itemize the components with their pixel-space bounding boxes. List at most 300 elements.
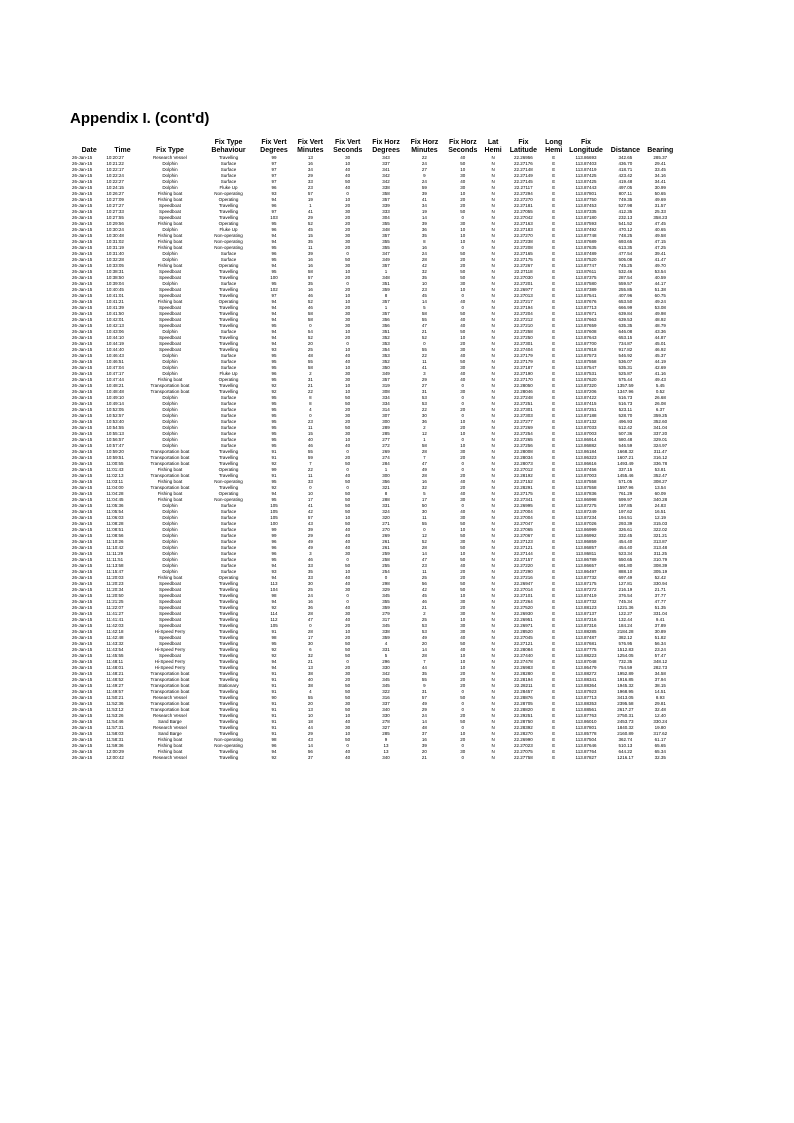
table-cell: 113.87700: [575, 341, 597, 346]
table-cell: 345: [382, 677, 390, 682]
table-cell: 91: [271, 689, 277, 694]
table-cell: 693.65: [618, 239, 633, 244]
table-cell: E: [552, 155, 556, 160]
table-cell: 20: [345, 335, 351, 340]
table-cell: N: [491, 221, 495, 226]
table-cell: 22.26990: [514, 737, 533, 742]
table-cell: 95: [271, 641, 277, 646]
table-cell: E: [552, 329, 556, 334]
table-cell: 270: [382, 527, 390, 532]
table-cell: E: [552, 305, 556, 310]
table-cell: 10:42:13: [106, 323, 124, 328]
table-cell: 49.24: [654, 299, 666, 304]
table-cell: 93: [271, 347, 277, 352]
table-cell: E: [552, 209, 556, 214]
table-cell: 11:08:51: [106, 527, 124, 532]
table-cell: 10:59:51: [106, 455, 124, 460]
table-cell: 24: [421, 161, 427, 166]
table-cell: 357: [382, 311, 390, 316]
table-cell: Surface: [220, 569, 237, 574]
table-cell: 22.27179: [514, 359, 533, 364]
table-cell: 113.87713: [575, 695, 597, 700]
table-cell: 10: [460, 239, 466, 244]
table-cell: Fishing boat: [157, 197, 183, 202]
table-cell: 96: [271, 203, 277, 208]
table-cell: 351: [382, 329, 390, 334]
table-cell: E: [552, 323, 556, 328]
table-cell: 666.99: [618, 305, 633, 310]
table-cell: 22.26947: [514, 581, 533, 586]
table-cell: N: [491, 473, 495, 478]
table-cell: 17: [307, 635, 313, 640]
table-cell: 30: [460, 185, 466, 190]
table-cell: E: [552, 437, 556, 442]
table-cell: 20: [345, 305, 351, 310]
table-cell: Operating: [218, 263, 239, 268]
table-cell: 10:44:10: [106, 335, 124, 340]
table-cell: 5.45: [655, 383, 665, 388]
table-cell: 1597.96: [617, 485, 634, 490]
table-cell: 21: [421, 755, 427, 760]
table-cell: 10:59:20: [106, 449, 124, 454]
table-cell: 49.70: [654, 263, 666, 268]
table-cell: Surface: [220, 539, 237, 544]
table-cell: 27: [421, 383, 427, 388]
table-cell: N: [491, 611, 495, 616]
table-cell: E: [552, 395, 556, 400]
table-cell: N: [491, 515, 495, 520]
table-cell: 0: [346, 281, 349, 286]
table-cell: 7: [423, 659, 426, 664]
table-cell: 113.87818: [575, 347, 597, 352]
table-cell: 53.54: [654, 269, 666, 274]
table-cell: E: [552, 491, 556, 496]
table-cell: N: [491, 491, 495, 496]
table-cell: 58: [307, 311, 313, 316]
table-cell: 22.27012: [514, 467, 533, 472]
table-cell: 50: [345, 689, 351, 694]
table-cell: 50: [460, 719, 466, 724]
table-cell: 13: [307, 707, 313, 712]
table-cell: 99: [271, 533, 277, 538]
table-cell: 10:52:05: [106, 407, 124, 412]
table-cell: 11:08:28: [106, 521, 124, 526]
table-cell: E: [552, 569, 556, 574]
table-cell: 50: [460, 275, 466, 280]
table-cell: 35: [421, 275, 427, 280]
table-cell: Surface: [220, 509, 237, 514]
table-cell: 3413.05: [617, 695, 634, 700]
table-cell: 20: [345, 635, 351, 640]
data-table: [72, 135, 677, 761]
table-cell: 8.93: [655, 695, 665, 700]
table-cell: 22.26930: [514, 611, 533, 616]
table-cell: N: [491, 509, 495, 514]
table-cell: 50: [345, 503, 351, 508]
table-cell: 113: [270, 581, 278, 586]
table-cell: 356: [382, 323, 390, 328]
table-cell: Travelling: [218, 341, 239, 346]
table-cell: 11: [307, 245, 313, 250]
table-cell: Travelling: [218, 587, 239, 592]
table-cell: E: [552, 413, 556, 418]
table-cell: N: [491, 395, 495, 400]
table-cell: Surface: [220, 431, 237, 436]
table-cell: 22.27152: [514, 479, 533, 484]
table-cell: N: [491, 713, 495, 718]
table-cell: 50: [460, 359, 466, 364]
table-cell: 26-Jan-15: [72, 659, 93, 664]
table-cell: 53.81: [654, 467, 666, 472]
table-cell: 26-Jan-15: [72, 401, 93, 406]
table-cell: 22.26951: [514, 617, 533, 622]
table-cell: 11: [422, 359, 427, 364]
table-cell: 20: [345, 677, 351, 682]
table-cell: Dolphin: [162, 365, 178, 370]
table-cell: 98: [271, 593, 277, 598]
table-cell: 272: [382, 443, 390, 448]
table-cell: 30: [460, 611, 466, 616]
table-cell: 10: [460, 443, 466, 448]
table-cell: 0: [346, 659, 349, 664]
table-cell: Sand Barge: [158, 731, 182, 736]
table-cell: 10:24:15: [106, 185, 124, 190]
table-cell: N: [491, 185, 495, 190]
table-cell: N: [491, 299, 495, 304]
table-cell: N: [491, 209, 495, 214]
table-cell: 95: [271, 353, 277, 358]
table-cell: Travelling: [218, 695, 239, 700]
table-cell: 113.87520: [575, 257, 597, 262]
table-cell: 113.87443: [575, 185, 597, 190]
table-cell: 330: [382, 665, 390, 670]
table-cell: 338: [382, 185, 390, 190]
table-cell: 194.51: [618, 515, 633, 520]
table-cell: 9: [384, 737, 388, 742]
table-cell: 30: [307, 641, 313, 646]
table-cell: 10:44:40: [106, 347, 124, 352]
table-cell: 36: [307, 605, 313, 610]
table-cell: 55: [421, 521, 427, 526]
table-cell: 0: [461, 215, 465, 220]
table-cell: 26-Jan-15: [72, 377, 93, 382]
table-cell: 24: [307, 593, 313, 598]
table-cell: 11:57:31: [106, 725, 124, 730]
table-cell: 97: [271, 173, 277, 178]
table-cell: 26-Jan-15: [72, 263, 93, 268]
table-cell: 42: [307, 509, 313, 514]
table-cell: 26-Jan-15: [72, 527, 93, 532]
table-cell: 113.87676: [575, 299, 597, 304]
table-cell: 55: [421, 677, 427, 682]
table-cell: Surface: [220, 251, 237, 256]
table-cell: 10:41:21: [106, 299, 124, 304]
table-cell: 10: [460, 335, 466, 340]
table-cell: 96: [271, 545, 277, 550]
table-cell: 28: [421, 473, 427, 478]
table-cell: 337.20: [653, 431, 668, 436]
table-cell: 22.26983: [514, 665, 533, 670]
table-cell: Non-operating: [214, 239, 243, 244]
table-cell: 523.34: [618, 551, 633, 556]
table-cell: 113.86323: [575, 455, 597, 460]
table-cell: 0: [461, 293, 465, 298]
table-cell: 39: [307, 251, 313, 256]
table-cell: 20: [460, 341, 466, 346]
column-header: [256, 135, 292, 155]
table-cell: 2750.31: [617, 713, 634, 718]
table-cell: Surface: [220, 359, 237, 364]
table-cell: 29: [307, 533, 313, 538]
table-cell: 11: [307, 473, 313, 478]
table-cell: 11:04:00: [106, 485, 124, 490]
table-cell: N: [491, 731, 495, 736]
table-cell: Fishing boat: [157, 233, 183, 238]
table-cell: N: [491, 647, 495, 652]
table-cell: 23: [307, 419, 313, 424]
table-cell: 359: [382, 287, 390, 292]
table-cell: Travelling: [218, 641, 239, 646]
table-cell: Surface: [220, 179, 237, 184]
table-cell: E: [552, 275, 556, 280]
table-cell: 334: [382, 401, 390, 406]
table-cell: Travelling: [218, 461, 239, 466]
table-cell: 29.41: [654, 161, 666, 166]
table-cell: Dolphin: [162, 545, 178, 550]
table-cell: 10:49:14: [106, 401, 124, 406]
table-cell: 105: [270, 623, 278, 628]
table-cell: N: [491, 455, 495, 460]
table-cell: 95: [271, 395, 277, 400]
table-cell: 807.11: [618, 191, 633, 196]
table-cell: 525.87: [618, 371, 633, 376]
table-cell: 29.81: [654, 701, 666, 706]
column-header-line1: Lat: [487, 139, 499, 146]
table-cell: 49.43: [654, 377, 666, 382]
table-cell: 49.69: [654, 197, 666, 202]
table-cell: 20: [460, 455, 466, 460]
table-cell: 322: [382, 689, 390, 694]
table-cell: Fishing boat: [157, 299, 183, 304]
table-cell: 20: [307, 341, 313, 346]
table-cell: 113.87611: [575, 269, 597, 274]
table-cell: 59: [307, 455, 313, 460]
table-cell: 10:47:44: [106, 377, 124, 382]
table-cell: Fishing boat: [157, 737, 183, 742]
table-cell: N: [491, 275, 495, 280]
table-cell: 734.87: [618, 341, 633, 346]
table-cell: 50: [345, 497, 351, 502]
table-cell: E: [552, 173, 556, 178]
table-cell: 337: [382, 701, 390, 706]
table-cell: 94: [271, 599, 277, 604]
table-cell: 97: [271, 209, 277, 214]
table-cell: 359.25: [653, 413, 668, 418]
table-cell: Speedboat: [159, 317, 181, 322]
table-cell: 94: [271, 341, 277, 346]
table-cell: Dolphin: [162, 353, 178, 358]
table-cell: 329.01: [653, 437, 668, 442]
table-cell: 30: [307, 581, 313, 586]
table-cell: 26-Jan-15: [72, 239, 93, 244]
table-cell: 26-Jan-15: [72, 689, 93, 694]
table-cell: 37: [307, 755, 313, 760]
table-cell: 26-Jan-15: [72, 713, 93, 718]
table-cell: 26-Jan-15: [72, 413, 93, 418]
table-cell: 761.29: [618, 491, 633, 496]
table-cell: 0: [461, 701, 465, 706]
table-cell: 10: [345, 197, 351, 202]
table-cell: Surface: [220, 551, 237, 556]
table-cell: 2: [423, 425, 426, 430]
table-cell: 55: [307, 359, 313, 364]
table-cell: 25: [421, 575, 427, 580]
table-cell: 26-Jan-15: [72, 281, 93, 286]
table-cell: 35: [307, 239, 313, 244]
table-cell: Travelling: [218, 659, 239, 664]
table-cell: 50: [345, 653, 351, 658]
table-cell: E: [552, 689, 556, 694]
table-cell: 58: [421, 443, 427, 448]
table-cell: Travelling: [218, 599, 239, 604]
table-cell: 470.12: [618, 227, 633, 232]
table-cell: 100: [270, 521, 278, 526]
column-header-line2: Minutes: [297, 147, 324, 154]
table-cell: 330: [382, 713, 390, 718]
table-cell: 96: [271, 251, 277, 256]
table-cell: Speedboat: [159, 275, 181, 280]
table-cell: E: [552, 425, 556, 430]
table-cell: 11:54:46: [106, 719, 124, 724]
table-cell: 22.27265: [514, 437, 533, 442]
table-cell: 352: [382, 335, 390, 340]
table-cell: 13.54: [654, 485, 666, 490]
table-cell: 22.27065: [514, 527, 533, 532]
table-cell: 40.59: [654, 275, 666, 280]
table-cell: N: [491, 635, 495, 640]
table-cell: 132.44: [618, 617, 633, 622]
table-cell: 92: [271, 383, 277, 388]
table-cell: 113.86497: [575, 569, 597, 574]
table-cell: 11:42:18: [106, 629, 124, 634]
table-cell: 91: [271, 731, 277, 736]
table-cell: 0: [346, 557, 349, 562]
table-cell: 24: [421, 713, 427, 718]
table-cell: 50: [460, 545, 466, 550]
table-cell: 22.26977: [514, 287, 533, 292]
table-cell: 22.27121: [514, 641, 533, 646]
table-cell: 49: [421, 701, 427, 706]
table-cell: 11:10:26: [106, 539, 124, 544]
table-cell: Dolphin: [162, 563, 178, 568]
table-cell: Surface: [220, 257, 237, 262]
table-cell: N: [491, 425, 495, 430]
table-cell: 22.28392: [514, 725, 533, 730]
table-cell: 40: [460, 491, 466, 496]
table-cell: 316: [382, 695, 390, 700]
table-cell: 10: [460, 233, 466, 238]
table-cell: 0: [461, 245, 465, 250]
table-cell: 35: [307, 569, 313, 574]
table-cell: 26-Jan-15: [72, 245, 93, 250]
table-cell: 259: [382, 551, 390, 556]
table-cell: 113.87732: [575, 599, 597, 604]
table-cell: 296: [382, 659, 390, 664]
table-cell: 340.28: [653, 497, 668, 502]
table-cell: Dolphin: [162, 443, 178, 448]
table-cell: 94: [271, 749, 277, 754]
table-cell: 92: [271, 605, 277, 610]
table-cell: N: [491, 671, 495, 676]
table-cell: 8: [384, 293, 388, 298]
table-cell: 113.88353: [575, 701, 597, 706]
table-cell: Speedboat: [159, 653, 181, 658]
table-cell: 12.40: [654, 713, 666, 718]
table-cell: 51.82: [654, 635, 666, 640]
table-cell: Fishing boat: [157, 221, 183, 226]
table-cell: 22.28820: [514, 707, 533, 712]
table-cell: 10:39:04: [106, 281, 124, 286]
table-cell: 20: [345, 419, 351, 424]
table-cell: Dolphin: [162, 407, 178, 412]
table-cell: 25: [307, 587, 313, 592]
table-cell: 26-Jan-15: [72, 701, 93, 706]
table-cell: 42.69: [654, 365, 666, 370]
table-cell: 22.27251: [514, 401, 533, 406]
table-cell: Dolphin: [162, 179, 178, 184]
table-cell: 653.15: [618, 335, 633, 340]
table-cell: 10: [345, 389, 351, 394]
table-cell: 358.23: [653, 215, 668, 220]
table-cell: 3: [423, 371, 426, 376]
table-cell: 16.51: [654, 509, 666, 514]
table-cell: Travelling: [218, 677, 239, 682]
table-cell: 50: [460, 533, 466, 538]
table-cell: Travelling: [218, 671, 239, 676]
table-cell: 304: [382, 215, 390, 220]
table-cell: 22.27148: [514, 167, 533, 172]
table-cell: 39: [421, 743, 427, 748]
table-cell: E: [552, 749, 556, 754]
table-cell: E: [552, 353, 556, 358]
table-cell: 26-Jan-15: [72, 347, 93, 352]
table-cell: 113.86914: [575, 437, 597, 442]
table-cell: 59: [421, 185, 427, 190]
table-cell: 40: [460, 353, 466, 358]
table-cell: 732.35: [618, 659, 633, 664]
table-cell: 95: [271, 437, 277, 442]
table-cell: 40: [460, 299, 466, 304]
table-cell: 1: [384, 305, 388, 310]
table-cell: E: [552, 383, 556, 388]
table-cell: 0: [461, 725, 465, 730]
table-cell: 113.87531: [575, 371, 597, 376]
table-cell: 532.46: [618, 269, 633, 274]
table-cell: 113.87206: [575, 389, 597, 394]
table-cell: Fishing boat: [157, 575, 183, 580]
table-cell: 53.08: [654, 305, 666, 310]
table-cell: Research Vessel: [153, 725, 187, 730]
table-cell: 26-Jan-15: [72, 641, 93, 646]
table-cell: 22.27179: [514, 353, 533, 358]
table-cell: 113.87580: [575, 281, 597, 286]
table-cell: 11:48:52: [106, 677, 124, 682]
table-cell: Travelling: [218, 665, 239, 670]
table-cell: 293.39: [618, 521, 633, 526]
table-cell: N: [491, 641, 495, 646]
table-cell: N: [491, 305, 495, 310]
table-cell: 26-Jan-15: [72, 617, 93, 622]
